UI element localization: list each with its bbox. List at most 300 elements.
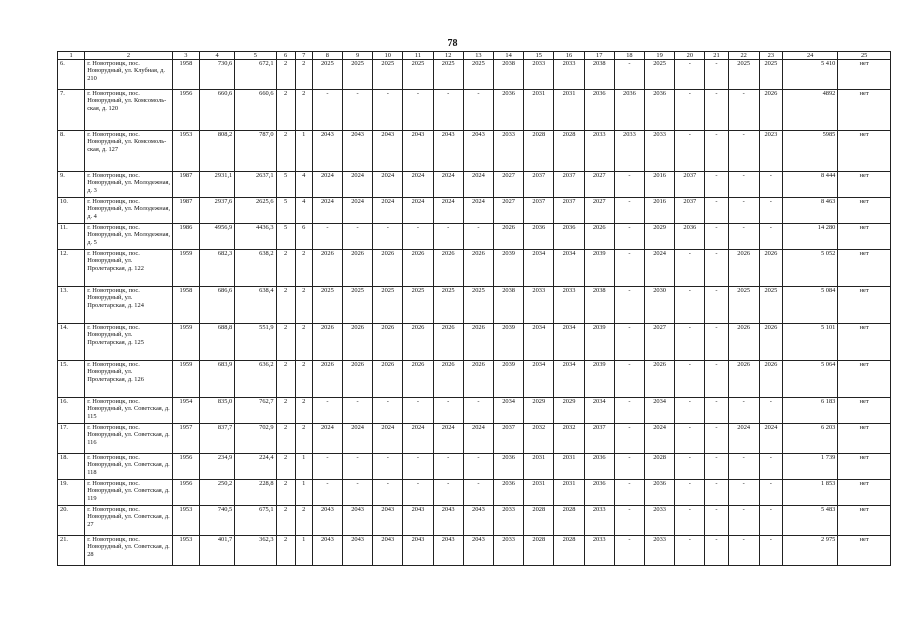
repair-year-cell: 2043 [463,506,493,536]
repair-year-cell: 2027 [584,172,614,198]
table-row [58,198,891,224]
table-row [58,454,891,480]
row-number: 10. [58,198,85,224]
repair-year-cell: 2036 [494,90,524,131]
cost-cell: 5 483 [782,506,837,536]
repair-year-cell: 2026 [403,361,433,398]
living-area-cell: 638,2 [235,250,276,287]
entrances-cell: 2 [295,506,312,536]
repair-year-cell: 2024 [342,424,372,454]
repair-year-cell: 2031 [554,454,584,480]
floors-cell: 2 [276,480,295,506]
living-area-cell: 660,6 [235,90,276,131]
repair-year-cell: 2026 [759,250,782,287]
repair-year-cell: - [675,287,705,324]
row-number: 14. [58,324,85,361]
repair-year-cell: - [342,480,372,506]
repair-year-cell: 2043 [373,536,403,566]
repair-year-cell: 2036 [645,480,675,506]
repair-year-cell: 2027 [584,198,614,224]
cost-cell: 5 084 [782,287,837,324]
entrances-cell: 2 [295,324,312,361]
repair-year-cell: 2039 [584,361,614,398]
repair-year-cell: 2024 [463,198,493,224]
year-built-cell: 1987 [172,172,199,198]
repair-year-cell: 2037 [675,172,705,198]
repair-year-cell: 2033 [645,506,675,536]
table-row [58,480,891,506]
repair-year-cell: - [614,361,644,398]
repair-year-cell: - [728,398,759,424]
repair-year-cell: 2030 [645,287,675,324]
cost-cell: 1 853 [782,480,837,506]
address-cell: г. Новотроицк, пос. Новорудный, ул. Советская, д. 28 [85,536,173,566]
row-number: 9. [58,172,85,198]
repair-year-cell: 2043 [342,506,372,536]
status-cell: нет [838,506,891,536]
repair-year-cell: 2026 [373,361,403,398]
repair-year-cell: - [675,398,705,424]
column-number: 24 [782,52,837,60]
entrances-cell: 6 [295,224,312,250]
repair-year-cell: - [433,90,463,131]
total-area-cell: 234,9 [200,454,235,480]
total-area-cell: 250,2 [200,480,235,506]
repair-year-cell: - [705,324,728,361]
repair-year-cell: 2043 [342,131,372,172]
repair-year-cell: 2024 [342,198,372,224]
repair-year-cell: - [614,287,644,324]
floors-cell: 2 [276,324,295,361]
repair-year-cell: - [463,224,493,250]
repair-year-cell: - [614,250,644,287]
repair-year-cell: 2034 [584,398,614,424]
repair-year-cell: 2033 [584,506,614,536]
table-row [58,250,891,287]
repair-year-cell: 2025 [403,60,433,90]
floors-cell: 2 [276,398,295,424]
repair-year-cell: 2026 [759,324,782,361]
total-area-cell: 730,6 [200,60,235,90]
repair-year-cell: - [705,250,728,287]
cost-cell: 6 203 [782,424,837,454]
row-number: 7. [58,90,85,131]
total-area-cell: 660,6 [200,90,235,131]
year-built-cell: 1959 [172,361,199,398]
floors-cell: 2 [276,250,295,287]
column-number: 19 [645,52,675,60]
status-cell: нет [838,398,891,424]
repair-year-cell: - [675,536,705,566]
row-number: 16. [58,398,85,424]
repair-year-cell: 2025 [759,287,782,324]
repair-year-cell: 2026 [728,361,759,398]
repair-year-cell: - [614,60,644,90]
repair-year-cell: 2025 [645,60,675,90]
entrances-cell: 2 [295,250,312,287]
repair-year-cell: 2036 [494,454,524,480]
repair-year-cell: 2031 [524,454,554,480]
status-cell: нет [838,287,891,324]
repair-year-cell: 2043 [403,536,433,566]
repair-year-cell: - [433,398,463,424]
year-built-cell: 1953 [172,131,199,172]
repair-year-cell: 2033 [524,60,554,90]
row-number: 8. [58,131,85,172]
repair-year-cell: 2026 [312,361,342,398]
repair-year-cell: 2033 [494,536,524,566]
floors-cell: 2 [276,287,295,324]
row-number: 6. [58,60,85,90]
repair-year-cell: 2043 [312,536,342,566]
table-row [58,361,891,398]
table-row [58,131,891,172]
address-cell: г. Новотроицк, пос. Новорудный, ул. Пролетарская, д. 124 [85,287,173,324]
column-number: 13 [463,52,493,60]
entrances-cell: 1 [295,536,312,566]
column-number: 12 [433,52,463,60]
living-area-cell: 787,0 [235,131,276,172]
repair-year-cell: - [403,398,433,424]
repair-year-cell: 2028 [524,131,554,172]
column-number-row [58,52,891,60]
entrances-cell: 2 [295,60,312,90]
repair-year-cell: 2036 [614,90,644,131]
repair-year-cell: 2026 [728,324,759,361]
repair-year-cell: 2025 [373,60,403,90]
year-built-cell: 1956 [172,480,199,506]
repair-year-cell: - [614,454,644,480]
repair-year-cell: 2032 [554,424,584,454]
repair-year-cell: - [403,90,433,131]
column-number: 1 [58,52,85,60]
column-number: 17 [584,52,614,60]
floors-cell: 2 [276,506,295,536]
floors-cell: 5 [276,172,295,198]
repair-year-cell: - [433,454,463,480]
address-cell: г. Новотроицк, пос. Новорудный, ул. Комсомоль-ская, д. 120 [85,90,173,131]
repair-year-cell: 2026 [433,361,463,398]
repair-year-cell: 2024 [373,424,403,454]
repair-year-cell: - [705,60,728,90]
repair-year-cell: 2025 [759,60,782,90]
entrances-cell: 2 [295,361,312,398]
column-number: 11 [403,52,433,60]
repair-year-cell: - [759,536,782,566]
repair-year-cell: 2027 [494,172,524,198]
repair-year-cell: 2026 [645,361,675,398]
repair-year-cell: - [312,224,342,250]
repair-year-cell: 2024 [759,424,782,454]
repair-year-cell: 2037 [675,198,705,224]
repair-year-cell: 2026 [759,90,782,131]
repair-year-cell: 2025 [342,287,372,324]
repair-year-cell: 2024 [433,198,463,224]
cost-cell: 5 064 [782,361,837,398]
living-area-cell: 638,4 [235,287,276,324]
repair-year-cell: - [433,480,463,506]
repair-year-cell: 2043 [433,131,463,172]
column-number: 22 [728,52,759,60]
repair-year-cell: 2033 [494,506,524,536]
repair-year-cell: - [705,361,728,398]
repair-year-cell: 2024 [342,172,372,198]
status-cell: нет [838,361,891,398]
repair-year-cell: 2025 [312,60,342,90]
cost-cell: 6 183 [782,398,837,424]
year-built-cell: 1956 [172,90,199,131]
repair-year-cell: - [312,480,342,506]
repair-year-cell: 2029 [645,224,675,250]
repair-year-cell: - [403,224,433,250]
repair-year-cell: 2024 [645,250,675,287]
address-cell: г. Новотроицк, пос. Новорудный, ул. Молодежная, д. 5 [85,224,173,250]
repair-year-cell: 2016 [645,172,675,198]
repair-year-cell: 2031 [554,480,584,506]
repair-year-cell: - [463,480,493,506]
repair-year-cell: 2043 [373,131,403,172]
repair-year-cell: - [759,224,782,250]
year-built-cell: 1959 [172,250,199,287]
repair-year-cell: 2038 [494,287,524,324]
repair-year-cell: - [614,324,644,361]
repair-year-cell: 2034 [554,361,584,398]
repair-year-cell: - [403,480,433,506]
address-cell: г. Новотроицк, пос. Новорудный, ул. Советская, д. 115 [85,398,173,424]
entrances-cell: 4 [295,198,312,224]
repair-year-cell: - [675,424,705,454]
repair-year-cell: - [312,90,342,131]
repair-year-cell: - [463,454,493,480]
repair-year-cell: - [675,361,705,398]
repair-year-cell: 2024 [433,424,463,454]
year-built-cell: 1956 [172,454,199,480]
repair-year-cell: - [614,480,644,506]
floors-cell: 2 [276,454,295,480]
repair-year-cell: - [312,398,342,424]
repair-year-cell: - [728,90,759,131]
repair-year-cell: 2026 [759,361,782,398]
repair-year-cell: - [705,424,728,454]
repair-year-cell: - [705,90,728,131]
repair-year-cell: - [614,506,644,536]
status-cell: нет [838,60,891,90]
repair-year-cell: - [705,536,728,566]
status-cell: нет [838,172,891,198]
repair-year-cell: - [433,224,463,250]
column-number: 10 [373,52,403,60]
repair-year-cell: 2043 [403,506,433,536]
year-built-cell: 1953 [172,506,199,536]
column-number: 15 [524,52,554,60]
status-cell: нет [838,131,891,172]
repair-year-cell: 2033 [645,536,675,566]
status-cell: нет [838,536,891,566]
repair-year-cell: - [614,172,644,198]
repair-year-cell: 2036 [584,90,614,131]
cost-cell: 8 463 [782,198,837,224]
column-number: 21 [705,52,728,60]
repair-year-cell: - [705,287,728,324]
repair-year-cell: 2024 [312,198,342,224]
repair-year-cell: - [728,454,759,480]
repair-year-cell: 2038 [584,287,614,324]
repair-year-cell: - [728,506,759,536]
address-cell: г. Новотроицк, пос. Новорудный, ул. Комсомоль-ская, д. 127 [85,131,173,172]
status-cell: нет [838,324,891,361]
repair-year-cell: - [675,454,705,480]
repair-year-cell: 2028 [554,506,584,536]
repair-year-cell: - [728,224,759,250]
cost-cell: 5 052 [782,250,837,287]
repair-year-cell: 2037 [524,198,554,224]
row-number: 20. [58,506,85,536]
total-area-cell: 835,0 [200,398,235,424]
address-cell: г. Новотроицк, пос. Новорудный, ул. Советская, д. 27 [85,506,173,536]
repair-year-cell: 2026 [463,361,493,398]
status-cell: нет [838,198,891,224]
repair-year-cell: 2043 [403,131,433,172]
repair-year-cell: 2025 [433,287,463,324]
repair-year-cell: 2025 [342,60,372,90]
repair-year-cell: 2026 [728,250,759,287]
repair-year-cell: 2036 [584,480,614,506]
repair-year-cell: 2043 [342,536,372,566]
column-number: 7 [295,52,312,60]
cost-cell: 4892 [782,90,837,131]
repair-year-cell: - [759,172,782,198]
repair-year-cell: 2025 [433,60,463,90]
table-row [58,287,891,324]
column-number: 3 [172,52,199,60]
repair-year-cell: 2033 [554,287,584,324]
repair-year-cell: 2036 [675,224,705,250]
repair-year-cell: 2028 [524,506,554,536]
repair-year-cell: - [675,60,705,90]
year-built-cell: 1987 [172,198,199,224]
repair-year-cell: - [705,172,728,198]
repair-year-cell: 2036 [494,480,524,506]
repair-year-cell: 2029 [524,398,554,424]
entrances-cell: 4 [295,172,312,198]
repair-year-cell: - [373,480,403,506]
floors-cell: 2 [276,361,295,398]
repair-year-cell: - [675,250,705,287]
table-row [58,90,891,131]
floors-cell: 2 [276,90,295,131]
repair-year-cell: 2028 [554,131,584,172]
repair-year-cell: - [403,454,433,480]
repair-year-cell: - [705,398,728,424]
repair-year-cell: - [342,398,372,424]
total-area-cell: 686,6 [200,287,235,324]
repair-year-cell: 2038 [584,60,614,90]
repair-year-cell: - [759,480,782,506]
repair-year-cell: 2029 [554,398,584,424]
repair-year-cell: 2027 [494,198,524,224]
total-area-cell: 682,3 [200,250,235,287]
housing-repair-table [57,51,891,566]
repair-year-cell: - [614,536,644,566]
repair-year-cell: - [675,506,705,536]
repair-year-cell: - [342,90,372,131]
column-number: 5 [235,52,276,60]
repair-year-cell: 2037 [554,198,584,224]
repair-year-cell: 2026 [373,250,403,287]
entrances-cell: 2 [295,398,312,424]
repair-year-cell: 2026 [403,250,433,287]
repair-year-cell: 2024 [463,424,493,454]
cost-cell: 5 410 [782,60,837,90]
repair-year-cell: 2034 [645,398,675,424]
repair-year-cell: 2037 [584,424,614,454]
row-number: 17. [58,424,85,454]
repair-year-cell: - [675,324,705,361]
repair-year-cell: 2033 [494,131,524,172]
table-row [58,424,891,454]
floors-cell: 5 [276,198,295,224]
repair-year-cell: 2028 [554,536,584,566]
living-area-cell: 228,8 [235,480,276,506]
repair-year-cell: - [675,480,705,506]
repair-year-cell: 2024 [312,424,342,454]
repair-year-cell: 2043 [463,131,493,172]
repair-year-cell: 2033 [524,287,554,324]
row-number: 12. [58,250,85,287]
repair-year-cell: 2037 [524,172,554,198]
entrances-cell: 2 [295,287,312,324]
repair-year-cell: 2025 [728,287,759,324]
repair-year-cell: 2031 [524,90,554,131]
entrances-cell: 2 [295,90,312,131]
address-cell: г. Новотроицк, пос. Новорудный, ул. Советская, д. 119 [85,480,173,506]
repair-year-cell: 2036 [645,90,675,131]
repair-year-cell: 2025 [373,287,403,324]
repair-year-cell: - [614,424,644,454]
repair-year-cell: 2031 [524,480,554,506]
repair-year-cell: 2034 [524,361,554,398]
repair-year-cell: - [759,506,782,536]
total-area-cell: 688,8 [200,324,235,361]
repair-year-cell: 2036 [584,454,614,480]
repair-year-cell: - [342,224,372,250]
repair-year-cell: - [614,198,644,224]
repair-year-cell: 2039 [494,324,524,361]
repair-year-cell: - [759,198,782,224]
repair-year-cell: 2024 [403,424,433,454]
repair-year-cell: 2026 [312,250,342,287]
repair-year-cell: - [705,131,728,172]
status-cell: нет [838,454,891,480]
cost-cell: 8 444 [782,172,837,198]
repair-year-cell: 2023 [759,131,782,172]
living-area-cell: 2637,1 [235,172,276,198]
repair-year-cell: 2026 [494,224,524,250]
year-built-cell: 1958 [172,287,199,324]
column-number: 20 [675,52,705,60]
repair-year-cell: 2026 [403,324,433,361]
year-built-cell: 1954 [172,398,199,424]
repair-year-cell: 2024 [728,424,759,454]
entrances-cell: 1 [295,131,312,172]
repair-year-cell: 2025 [463,60,493,90]
floors-cell: 2 [276,424,295,454]
column-number: 6 [276,52,295,60]
repair-year-cell: - [675,131,705,172]
repair-year-cell: 2039 [494,250,524,287]
entrances-cell: 2 [295,424,312,454]
column-number: 4 [200,52,235,60]
